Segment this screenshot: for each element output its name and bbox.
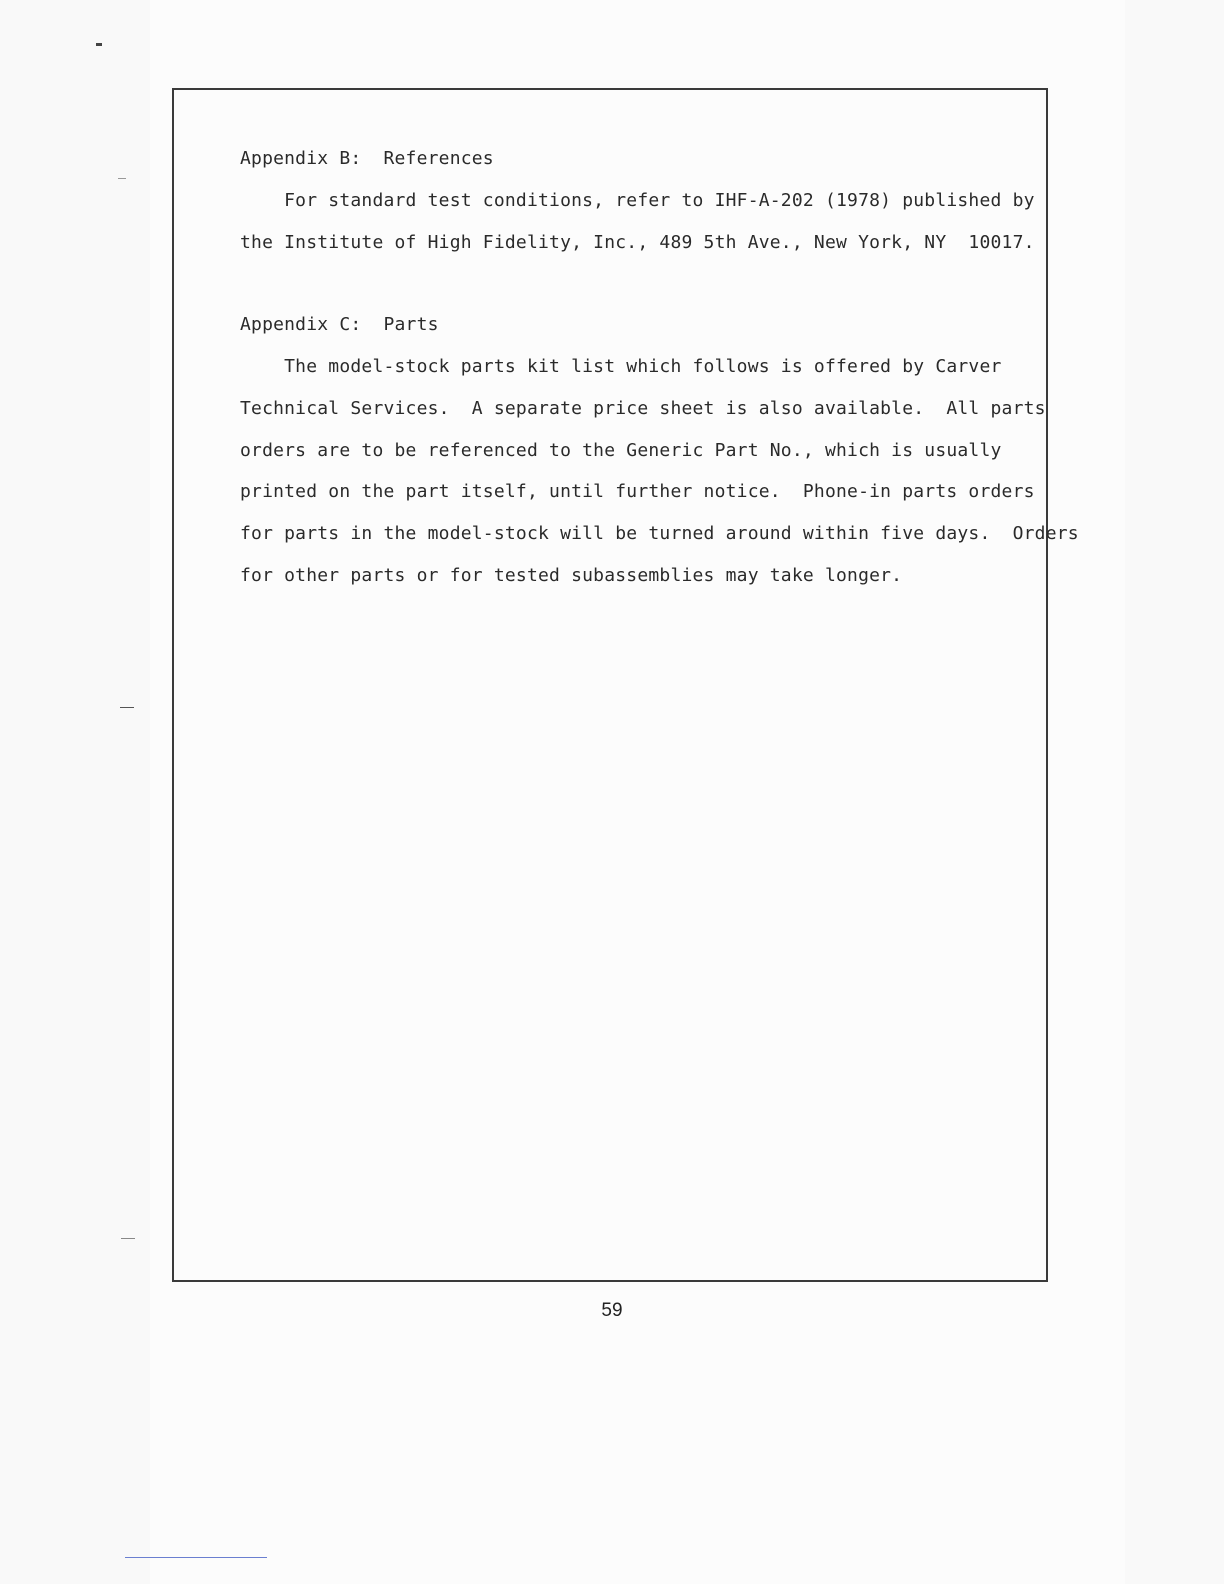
body-line: orders are to be referenced to the Generic Part No., which is usually bbox=[240, 440, 1002, 461]
body-line: For standard test conditions, refer to IHF-A-202 (1978) published by bbox=[240, 190, 1035, 211]
body-line: for other parts or for tested subassemblies may take longer. bbox=[240, 565, 903, 586]
body-line: The model-stock parts kit list which follows is offered by Carver bbox=[240, 356, 1002, 377]
scan-artifact bbox=[120, 707, 134, 708]
scan-artifact bbox=[118, 178, 126, 179]
page-number: 59 bbox=[601, 1300, 623, 1321]
body-line: for parts in the model-stock will be turned around within five days. Orders bbox=[240, 523, 1079, 544]
appendix-b-heading: Appendix B: References bbox=[240, 148, 494, 169]
appendix-c-heading: Appendix C: Parts bbox=[240, 314, 439, 335]
body-line: the Institute of High Fidelity, Inc., 489 5th Ave., New York, NY 10017. bbox=[240, 232, 1035, 253]
scan-artifact bbox=[121, 1238, 135, 1239]
body-line: printed on the part itself, until further notice. Phone-in parts orders bbox=[240, 481, 1035, 502]
bottom-rule bbox=[125, 1557, 267, 1558]
scan-artifact bbox=[96, 43, 102, 46]
content-frame bbox=[172, 88, 1079, 1282]
body-line: Technical Services. A separate price sheet is also available. All parts bbox=[240, 398, 1046, 419]
